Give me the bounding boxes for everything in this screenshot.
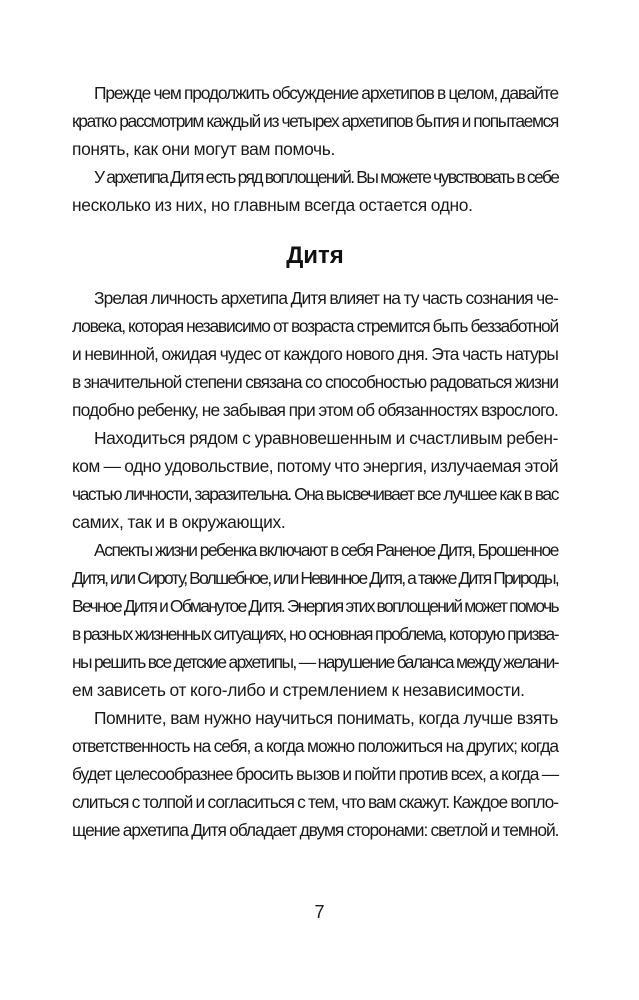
body-paragraph-3 bbox=[72, 536, 558, 704]
text-line: слиться с толпой и согласиться с тем, что вам скажут. Каждое вопло- bbox=[72, 792, 559, 812]
text-line: будет целесообразнее бросить вызов и пойти против всех, а когда — bbox=[72, 764, 558, 784]
section-body bbox=[72, 284, 558, 844]
text-line: самих, так и в окружающих. bbox=[72, 512, 286, 532]
text-line: Находиться рядом с уравновешенным и счастливым ребен- bbox=[94, 428, 558, 448]
text-line: ны решить все детские архетипы, — нарушение баланса между желани- bbox=[72, 652, 558, 672]
text-line: Дитя, или Сироту, Волшебное, или Невинное Дитя, а также Дитя Природы, bbox=[72, 568, 558, 588]
text-line: Аспекты жизни ребенка включают в себя Раненое Дитя, Брошенное bbox=[94, 540, 558, 560]
text-line: кратко рассмотрим каждый из четырех архетипов бытия и попытаемся bbox=[72, 111, 558, 131]
text-line: и невинной, ожидая чудес от каждого нового дня. Эта часть натуры bbox=[72, 344, 558, 364]
text-line: ответственность на себя, а когда можно положиться на других; когда bbox=[72, 736, 558, 756]
body-paragraph-2 bbox=[72, 424, 558, 536]
text-line: ком — одно удовольствие, потому что энергия, излучаемая этой bbox=[72, 456, 558, 476]
page-number: 7 bbox=[314, 902, 325, 922]
text-line: несколько из них, но главным всегда остается одно. bbox=[72, 195, 473, 215]
text-line: подобно ребенку, не забывая при этом об обязанностях взрослого. bbox=[72, 400, 558, 420]
text-line: в значительной степени связана со способностью радоваться жизни bbox=[72, 372, 558, 392]
section-title: Дитя bbox=[286, 242, 344, 269]
intro-text bbox=[72, 79, 558, 219]
text-line: щение архетипа Дитя обладает двумя сторонами: светлой и темной. bbox=[72, 820, 559, 840]
body-paragraph-1 bbox=[72, 284, 558, 424]
intro-paragraph-1 bbox=[72, 79, 558, 163]
text-line: частью личности, заразительна. Она высвечивает все лучшее как в вас bbox=[72, 484, 558, 504]
text-line: Прежде чем продолжить обсуждение архетипов в целом, давайте bbox=[94, 83, 558, 103]
text-line: ем зависеть от кого-либо и стремлением к независимости. bbox=[72, 680, 525, 700]
body-paragraph-4 bbox=[72, 704, 558, 844]
text-line: понять, как они могут вам помочь. bbox=[72, 139, 335, 159]
text-line: У архетипа Дитя есть ряд воплощений. Вы можете чувствовать в себе bbox=[94, 167, 559, 187]
text-line: в разных жизненных ситуациях, но основная проблема, которую призва- bbox=[72, 624, 558, 644]
text-line: Помните, вам нужно научиться понимать, когда лучше взять bbox=[94, 708, 558, 728]
text-line: ловека, которая независимо от возраста стремится быть беззаботной bbox=[72, 316, 558, 336]
text-line: Вечное Дитя и Обманутое Дитя. Энергия этих воплощений может помочь bbox=[72, 596, 558, 616]
intro-paragraph-2 bbox=[72, 163, 558, 219]
text-line: Зрелая личность архетипа Дитя влияет на ту часть сознания че- bbox=[94, 288, 558, 308]
